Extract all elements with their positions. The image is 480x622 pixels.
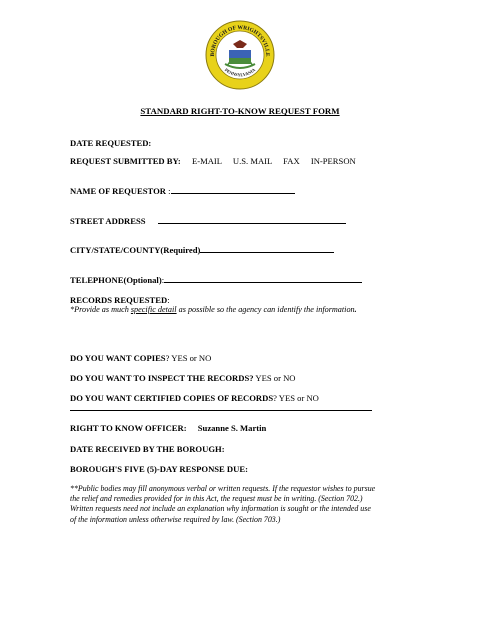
city-label: CITY/STATE/COUNTY(Required) <box>70 245 201 255</box>
footnote-line: Written requests need not include an explanation why information is sought or the intended use <box>70 504 371 514</box>
option-in-person[interactable]: IN-PERSON <box>310 156 356 166</box>
svg-text:PENNSYLVANIA: PENNSYLVANIA <box>223 67 257 78</box>
svg-text:BOROUGH OF WRIGHTSVILLE: BOROUGH OF WRIGHTSVILLE <box>209 24 271 57</box>
copies-row <box>70 353 211 363</box>
records-row <box>70 295 170 305</box>
officer-label: RIGHT TO KNOW OFFICER: <box>70 423 187 433</box>
telephone-row <box>70 275 362 285</box>
footnote-line: the relief and remedies provided for in this Act, the request must be in writing. (Section 702.) <box>70 494 363 504</box>
date-received-label: DATE RECEIVED BY THE BOROUGH: <box>70 444 225 454</box>
officer-name: Suzanne S. Martin <box>197 423 267 433</box>
footnote-line: of the information unless otherwise required by law. (Section 703.) <box>70 514 281 524</box>
certified-label: DO YOU WANT CERTIFIED COPIES OF RECORDS <box>70 393 274 403</box>
footnote-line: **Public bodies may fill anonymous verbal or written requests. If the requestor wishes to pursue <box>70 484 376 493</box>
footnote <box>70 484 410 525</box>
form-title: STANDARD RIGHT-TO-KNOW REQUEST FORM <box>140 106 340 116</box>
borough-seal-logo <box>205 20 275 90</box>
inspect-row <box>70 373 296 383</box>
records-note-text: *Provide as much <box>70 305 131 314</box>
requestor-colon: : <box>168 186 171 196</box>
records-note-emphasis: specific detail <box>130 305 177 314</box>
section-divider <box>70 410 372 411</box>
records-note <box>70 305 357 314</box>
certified-row <box>70 393 319 403</box>
submitted-by-row <box>70 156 356 166</box>
records-colon: : <box>167 295 170 305</box>
option-fax[interactable]: FAX <box>283 156 300 166</box>
option-email[interactable]: E-MAIL <box>191 156 222 166</box>
telephone-colon: : <box>161 275 165 285</box>
response-due-label: BOROUGH'S FIVE (5)-DAY RESPONSE DUE: <box>70 464 248 474</box>
records-note-text-2: as possible so the agency can identify the information <box>176 305 355 314</box>
inspect-label: DO YOU WANT TO INSPECT THE RECORDS? <box>70 373 254 383</box>
telephone-label: TELEPHONE(Optional) <box>70 275 162 285</box>
requestor-label: NAME OF REQUESTOR <box>70 186 166 196</box>
street-label: STREET ADDRESS <box>70 216 146 226</box>
records-note-period: . <box>354 305 357 314</box>
option-us-mail[interactable]: U.S. MAIL <box>232 156 272 166</box>
telephone-field[interactable] <box>161 275 362 285</box>
date-requested-label: DATE REQUESTED: <box>70 138 152 148</box>
city-state-county-field[interactable] <box>200 245 334 253</box>
officer-row <box>70 423 266 433</box>
street-row <box>70 216 346 226</box>
copies-answer[interactable]: ? YES or NO <box>165 353 212 363</box>
city-row <box>70 245 334 255</box>
street-address-field[interactable] <box>158 216 346 224</box>
copies-label: DO YOU WANT COPIES <box>70 353 166 363</box>
inspect-answer[interactable]: YES or NO <box>255 373 296 383</box>
records-label: RECORDS REQUESTED <box>70 295 168 305</box>
certified-answer[interactable]: ? YES or NO <box>273 393 319 403</box>
submitted-by-label: REQUEST SUBMITTED BY: <box>70 156 181 166</box>
requestor-name-field[interactable] <box>171 186 295 194</box>
requestor-row <box>70 186 295 196</box>
